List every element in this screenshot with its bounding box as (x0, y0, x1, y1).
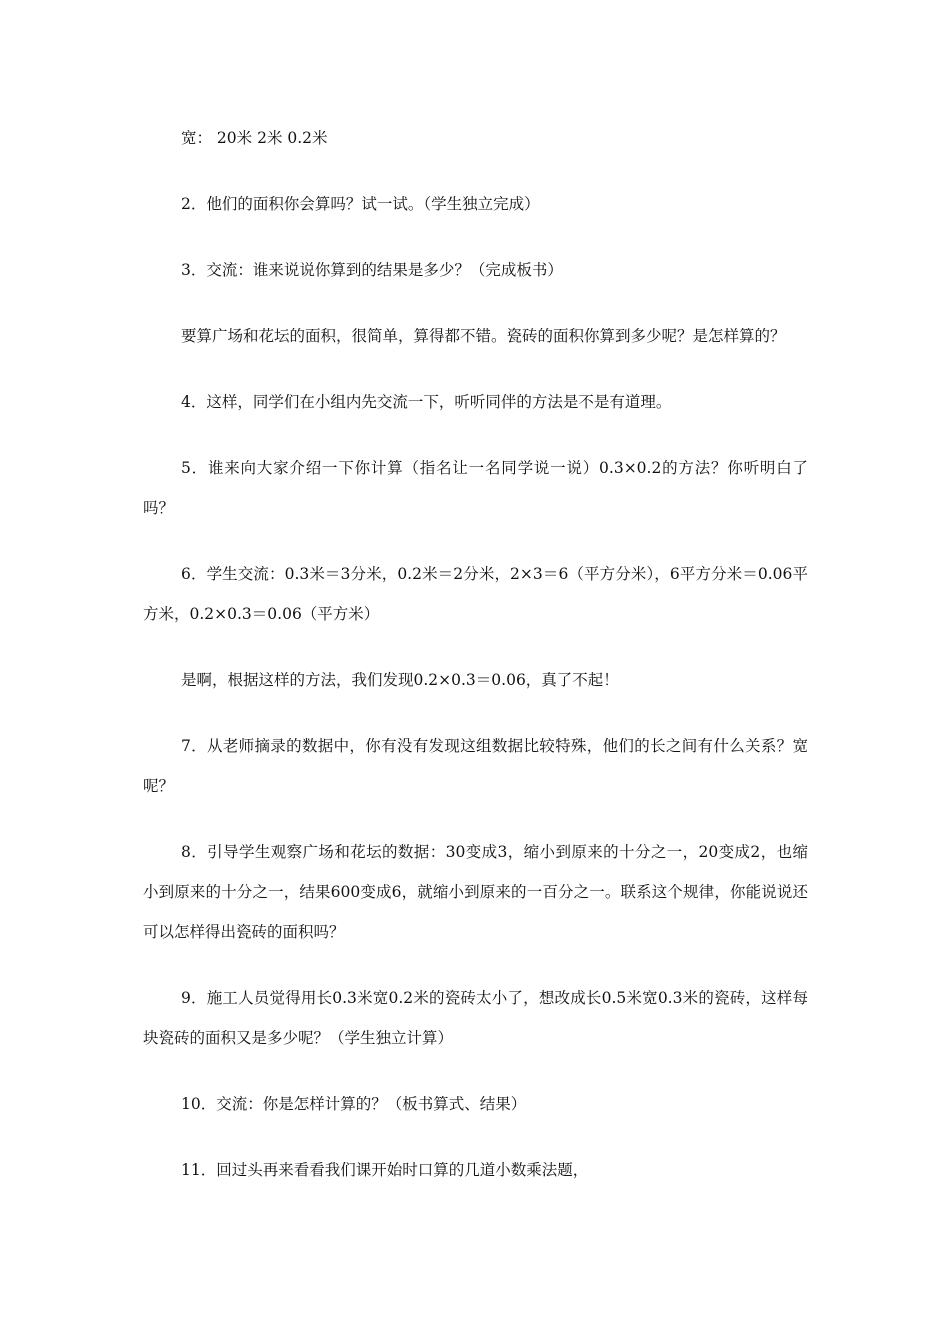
document-body (143, 118, 808, 1216)
paragraph-step-5: 5．谁来向大家介绍一下你计算（指名让一名同学说一说）0.3×0.2的方法？你听明白了吗？ (143, 459, 808, 517)
paragraph-step-11: 11．回过头再来看看我们课开始时口算的几道小数乘法题， (181, 1161, 589, 1179)
paragraph-width-values: 宽： 20米 2米 0.2米 (181, 129, 328, 147)
paragraph-step-9: 9．施工人员觉得用长0.3米宽0.2米的瓷砖太小了，想改成长0.5米宽0.3米的瓷砖，这样每块瓷砖的面积又是多少呢？（学生独立计算） (143, 989, 808, 1047)
paragraph-step-3: 3．交流：谁来说说你算到的结果是多少？（完成板书） (181, 261, 563, 279)
paragraph-praise: 是啊，根据这样的方法，我们发现0.2×0.3＝0.06，真了不起！ (181, 671, 619, 689)
paragraph-step-4: 4．这样，同学们在小组内先交流一下，听听同伴的方法是不是有道理。 (181, 393, 672, 411)
paragraph-step-7: 7．从老师摘录的数据中，你有没有发现这组数据比较特殊，他们的长之间有什么关系？宽呢？ (143, 737, 808, 795)
paragraph-area-question: 要算广场和花坛的面积，很简单，算得都不错。瓷砖的面积你算到多少呢？是怎样算的？ (181, 327, 786, 345)
paragraph-step-8: 8．引导学生观察广场和花坛的数据：30变成3，缩小到原来的十分之一，20变成2，也缩小到原来的十分之一，结果600变成6，就缩小到原来的一百分之一。联系这个规律，你能说说还可以怎样得出瓷砖的面积吗？ (143, 843, 808, 941)
paragraph-step-2: 2．他们的面积你会算吗？试一试。（学生独立完成） (181, 195, 540, 213)
paragraph-step-6: 6．学生交流：0.3米＝3分米，0.2米＝2分米，2×3＝6（平方分米），6平方分米＝0.06平方米，0.2×0.3＝0.06（平方米） (143, 565, 808, 623)
paragraph-step-10: 10．交流：你是怎样计算的？（板书算式、结果） (181, 1095, 527, 1113)
